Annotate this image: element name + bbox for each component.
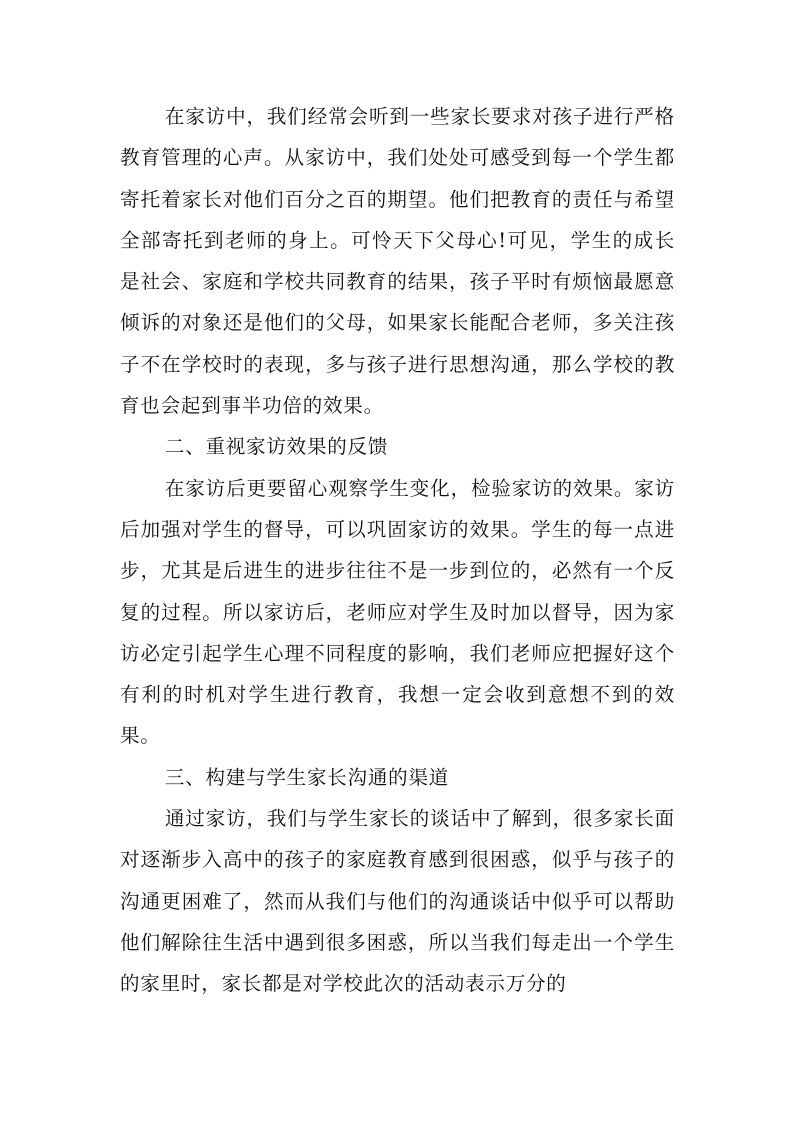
- section-heading-2: 二、重视家访效果的反馈: [164, 435, 389, 459]
- body-paragraph-2: 在家访后更要留心观察学生变化，检验家访的效果。家访后加强对学生的督导，可以巩固家访的效果。学生的每一点进步，尤其是后进生的进步往往不是一步到位的，必然有一个反复的过程。所以家访后，老师应对学生及时加以督导，因为家访必定引起学生心理不同程度的影响，我们老师应把握好这个有利的时机对学生进行教育，我想一定会收到意想不到的效果。: [120, 476, 675, 748]
- body-paragraph-1: 在家访中，我们经常会听到一些家长要求对孩子进行严格教育管理的心声。从家访中，我们处处可感受到每一个学生都寄托着家长对他们百分之百的期望。他们把教育的责任与希望全部寄托到老师的身上。可怜天下父母心!可见，学生的成长是社会、家庭和学校共同教育的结果，孩子平时有烦恼最愿意倾诉的对象还是他们的父母，如果家长能配合老师，多关注孩子不在学校时的表现，多与孩子进行思想沟通，那么学校的教育也会起到事半功倍的效果。: [120, 105, 675, 418]
- body-paragraph-3: 通过家访，我们与学生家长的谈话中了解到，很多家长面对逐渐步入高中的孩子的家庭教育感到很困惑，似乎与孩子的沟通更困难了，然而从我们与他们的沟通谈话中似乎可以帮助他们解除往生活中遇到很多困惑，所以当我们每走出一个学生的家里时，家长都是对学校此次的活动表示万分的: [120, 807, 675, 996]
- document-body: [120, 96, 675, 1005]
- section-heading-3: 三、构建与学生家长沟通的渠道: [164, 765, 450, 789]
